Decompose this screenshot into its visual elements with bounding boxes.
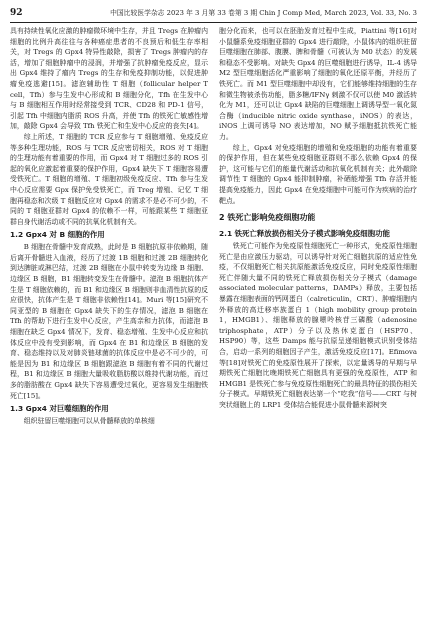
- page-number: 92: [10, 8, 23, 18]
- journal-info: 中国比较医学杂志 2023 年 3 月第 33 卷第 3 期 Chin J Comp Med, March 2023, Vol. 33, No. 3: [110, 9, 417, 17]
- running-header: [10, 6, 417, 20]
- paragraph: 铁死亡可能作为免疫原性细胞死亡一种形式，免疫原性细胞死亡是由应激压力驱动，可以诱导针对死亡细胞抗原的适应性免疫，不仅细胞死亡相关抗原能激活免疫反应，同时免疫原性细胞死亡伴随大量不同的铁死亡释放损伤相关分子模式（damage associated molecular patterns，DAMPs）释放，主要包括暴露在细胞表面的钙网蛋白（calreticulin，CRT）、肿瘤细胞内外释放的高迁移率族蛋白 1（high mobility group protein 1，HMGB1）、细胞释放的腺嘌呤核苷三磷酸（adenosine triphosphate，ATP）分子以及热休克蛋白（HSP70、HSP90）等，这些 Damps 能与抗原呈递细胞模式识别受体结合，启动一系列的细胞因子产生，激活免疫反应[17]。Efimova 等[18]对铁死亡的免疫原性展开了探索，以定量诱导的早期与早期铁死亡细胞比晚期铁死亡细胞具有更强的免疫原性，ATP 和 HMGB1 是铁死亡参与免疫原性细胞死亡的最具特征的损伤相关分子模式。早期铁死亡细胞表达第一个“吃我”信号——CRT 与树突状细胞上的 LRP1 受体结合能促进小鼠骨髓来源树突: [219, 242, 417, 409]
- section-heading: 1.3 Gpx4 对巨噬细胞的作用: [10, 404, 109, 414]
- paragraph: 综上，Gpx4 对免疫细胞的增殖和免疫细胞的功能有着重要的保护作用，但在某些免疫细胞亚群则不那么依赖 Gpx4 的保护，这可能与它们的能量代谢活动和抗氧化机制有关；此外敲除调节性 T 细胞的 Gpx4 能抑制肿瘤，补硒能增强 Tfh 存活并能提高免疫能力，因此 Gpx4 在免疫细胞中可能可作为疾病的治疗靶点。: [219, 143, 417, 205]
- section-heading: 1.2 Gpx4 对 B 细胞的作用: [10, 230, 105, 240]
- left-column: [10, 26, 208, 427]
- subsection-heading: 2.1 铁死亡释放损伤相关分子模式影响免疫细胞功能: [219, 229, 390, 239]
- section-heading: 2 铁死亡影响免疫细胞功能: [219, 213, 316, 223]
- paragraph: B 细胞在骨髓中发育成熟，此时是 B 细胞抗原非依赖期，随后离开骨髓进入血液，经历了过渡 1B 细胞和过渡 2B 细胞转化到达脾脏或淋巴结，过渡 2B 细胞在小鼠中转变为边缘 B 细胞、边缘区 B 细胞，B1 细胞转变发生在骨髓中。滤泡 B 细胞抗体产生是 T 细胞依赖的，而 B1 和边缘区 B 细胞则非血清性抗原的反应很快，抗体产生是 T 细胞非依赖性[14]。Muri 等[15]研究不同亚型的 B 细胞在 Gpx4 缺失下的生存情况，滤泡 B 细胞在 Tfh 的帮助下进行生发中心反应，产生高亲和力抗体，而滤泡 B 细胞在缺乏 Gpx4 情况下，发育、稳态增殖、生发中心反应和抗体反应中没有受到影响，而 Gpx4 在 B1 和边缘区 B 细胞的发育、稳态维持以及对肺炎链球菌的抗体反应中是必不可少的，可能是因为 B1 和边缘区 B 细胞跟滤泡 B 细胞有着不同的代谢过程，B1 和边缘区 B 细胞大量吸收脂肪酸以维持代谢功能，而过多的脂肪酸在 Gpx4 缺失下容易遭受过氧化，更容易发生细胞铁死亡[15]。: [10, 243, 208, 400]
- paragraph: 具有持续性氧化应激的肿瘤微环境中生存，并且 Tregs 在肿瘤内细胞的比例升高往往与各种癌症患者的不良预后和低生存率相关，对 Tregs 的 Gpx4 特异性敲除，损害了 Tregs 肿瘤内的存活，增加了细胞肿瘤中的浸润，并增强了抗肿瘤免疫反应，显示出 Gpx4 维持了瘤内 Tregs 的生存和免疫抑制功能，以促进肿瘤免疫逃避[15]。滤泡辅助性 T 细胞（follicular helper T cell，Tfh）参与生发中心形成和 B 细胞分化，Tfh 在生发中心与 B 细胞相互作用时经常接受到 TCR、CD28 和 PD-1 信号，引起 Tfh 中细胞内脂质 ROS 升高，并使 Tfh 的铁死亡敏感性增加，敲除 Gpx4 会导致 Tfh 铁死亡和生发中心反应的丧失[4]。: [10, 27, 208, 131]
- paragraph: 胞分化而来，也可以在胚胎发育过程中生成，Piattini 等[16]对小鼠髓系免疫细胞亚群的 Gpx4 进行敲除，小鼠体内的组织驻留巨噬细胞在肺部、腹膜、脾和骨髓（可被认为 M0 状态）的发展和稳态不受影响。对缺失 Gpx4 的巨噬细胞进行诱导，IL-4 诱导 M2 型巨噬细胞活化严重影响了细胞的氧化还原平衡，并经历了铁死亡。而 M1 型巨噬细胞中却没有，它们能够维持细胞的生存和微生物被杀伤功能，脂多糖/IFNγ 刺激不仅可以使 M0 激活转化为 M1，还可以让 Gpx4 缺陷的巨噬细胞上调诱导型一氧化氮合酶（inducible nitric oxide synthase，iNOS）的表达，iNOS 上调可诱导 NO 表达增加，NO 赋予细胞抵抗铁死亡能力。: [219, 27, 417, 141]
- paragraph: 组织驻留巨噬细胞可以从骨髓释放的单核细: [23, 417, 155, 426]
- paragraph: 综上所述，T 细胞的 TCR 反应参与 T 细胞增殖、免疫反应等多种生理功能，ROS 与 TCR 反应密切相关，ROS 对 T 细胞的生理功能有着重要的作用，而 Gpx4 对 T 细胞过多的 ROS 引起的氧化应激起着重要的保护作用，Gpx4 缺失下 T 细胞容易遭受铁死亡。T 细胞的增殖、T 细胞初级免疫反应、Tfh 参与生发中心反应需要 Gpx 保护免受铁死亡，而 Treg 增殖、记忆 T 细胞再稳态和次级 T 细胞反应对 Gpx4 的需求不是必不可少的，不同的 T 细胞亚群对 Gpx4 的依赖不一样，可能跟某些 T 细胞亚群自身代谢活动或不同的抗氧化机制有关。: [10, 132, 208, 226]
- header-rule: [10, 22, 417, 23]
- right-column: [219, 26, 417, 411]
